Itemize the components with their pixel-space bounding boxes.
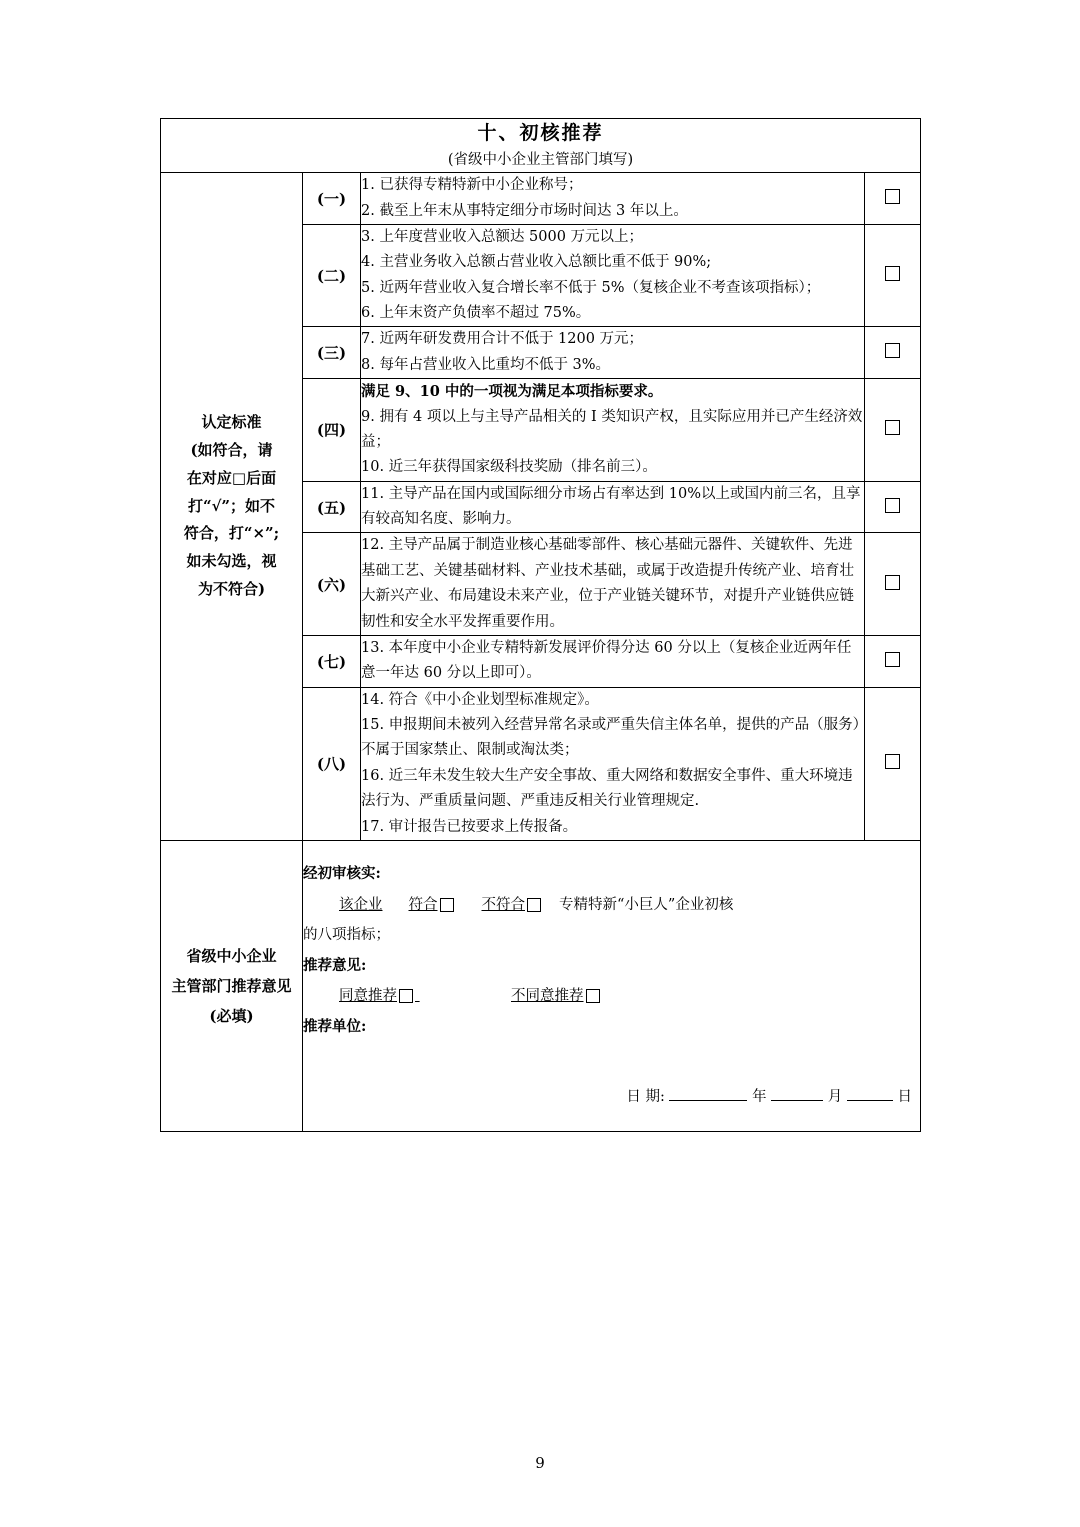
recommendation-row (161, 840, 921, 1131)
criteria-item: 11. 主导产品在国内或国际细分市场占有率达到 10%以上或国内前三名，且享有较高知名度、影响力。 (361, 485, 861, 528)
criteria-label-cell (161, 173, 303, 841)
criteria-label-line: (如符合，请 (190, 441, 273, 460)
checkbox-icon[interactable] (586, 989, 600, 1003)
criteria-group-number: (二) (303, 224, 361, 327)
criteria-item: 9. 拥有 4 项以上与主导产品相关的 I 类知识产权，且实际应用并已产生经济效益； (361, 408, 863, 450)
recommend-heading: 推荐意见: (303, 956, 367, 974)
criteria-item: 8. 每年占营业收入比重均不低于 3%。 (361, 356, 611, 373)
verify-line-suffix: 专精特新“小巨人”企业初核 (559, 896, 734, 913)
date-day-input[interactable] (847, 1086, 893, 1101)
date-month-input[interactable] (771, 1086, 823, 1101)
checkbox-icon[interactable] (527, 898, 541, 912)
criteria-group-number: (五) (303, 481, 361, 533)
criteria-item: 10. 近三年获得国家级科技奖励（排名前三）。 (361, 459, 657, 476)
criteria-item: 12. 主导产品属于制造业核心基础零部件、核心基础元器件、关键软件、先进基础工艺、关键基础材料、产业技术基础，或属于改造提升传统产业、培育壮大新兴产业、布局建设未来产业，位于产业链关键环节，对提升产业链供应链韧性和安全水平发挥重要作用。 (361, 537, 854, 630)
checkbox-icon[interactable] (885, 420, 900, 435)
criteria-label-line: 认定标准 (201, 413, 262, 432)
criteria-label-line: 在对应□后面 (186, 468, 277, 487)
date-line (303, 1082, 920, 1112)
criteria-item-note: 满足 9、10 中的一项视为满足本项指标要求。 (361, 383, 663, 401)
criteria-item: 3. 上年度营业收入总额达 5000 万元以上； (361, 228, 644, 245)
checkbox-icon[interactable] (885, 652, 900, 667)
criteria-group-number: (一) (303, 173, 361, 225)
recommend-option-agree: 同意推荐 (339, 988, 397, 1005)
recommendation-label-line: (必填) (209, 1006, 254, 1025)
criteria-item: 17. 审计报告已按要求上传报备。 (361, 818, 578, 835)
verify-option-conform: 符合 (408, 896, 438, 913)
criteria-group-text (361, 687, 865, 840)
criteria-item: 4. 主营业务收入总额占营业收入总额比重不低于 90%; (361, 254, 712, 271)
form-title-cell (161, 119, 921, 173)
verify-option-nonconform: 不符合 (481, 896, 525, 913)
verify-company-label: 该企业 (339, 896, 383, 913)
recommendation-label-cell (161, 840, 303, 1131)
criteria-group-text (361, 533, 865, 636)
criteria-group-number: (四) (303, 379, 361, 482)
criteria-label-line: 打“√”；如不 (187, 496, 276, 515)
criteria-item: 13. 本年度中小企业专精特新发展评价得分达 60 分以上（复核企业近两年任意一年达 60 分以上即可）。 (361, 639, 852, 682)
recommend-unit-heading: 推荐单位: (303, 1017, 367, 1035)
recommendation-label-line: 主管部门推荐意见 (171, 976, 292, 995)
date-year-label: 年 (752, 1088, 767, 1105)
page-subtitle: (省级中小企业主管部门填写) (447, 151, 634, 168)
page-number: 9 (535, 1454, 545, 1472)
recommend-options (303, 981, 920, 1011)
checkbox-icon[interactable] (440, 898, 454, 912)
date-month-label: 月 (827, 1088, 843, 1105)
criteria-group-text (361, 173, 865, 225)
form-title-row (161, 119, 921, 173)
criteria-group-number: (六) (303, 533, 361, 636)
criteria-group-number: (七) (303, 635, 361, 687)
verify-line (303, 890, 920, 920)
criteria-group-text (361, 224, 865, 327)
checkbox-icon[interactable] (399, 989, 413, 1003)
criteria-label-line: 为不符合) (197, 579, 266, 598)
criteria-item: 1. 已获得专精特新中小企业称号； (361, 177, 583, 194)
criteria-group-number: (三) (303, 327, 361, 379)
checkbox-icon[interactable] (885, 498, 900, 513)
criteria-checkbox-cell[interactable] (865, 687, 921, 840)
review-recommendation-form (160, 118, 921, 1132)
criteria-item: 6. 上年末资产负债率不超过 75%。 (361, 305, 591, 322)
criteria-label-line: 如未勾选，视 (186, 552, 277, 571)
criteria-item: 16. 近三年未发生较大生产安全事故、重大网络和数据安全事件、重大环境违法行为、严重质量问题、严重违反相关行业管理规定. (361, 767, 853, 810)
criteria-group-number: (八) (303, 687, 361, 840)
criteria-group-text (361, 635, 865, 687)
recommendation-label-line: 省级中小企业 (186, 946, 277, 965)
criteria-group-text (361, 327, 865, 379)
criteria-checkbox-cell[interactable] (865, 173, 921, 225)
page-title: 十、初核推荐 (477, 122, 604, 144)
checkbox-icon[interactable] (885, 343, 900, 358)
recommend-option-disagree: 不同意推荐 (511, 988, 584, 1005)
checkbox-icon[interactable] (885, 189, 900, 204)
criteria-checkbox-cell[interactable] (865, 533, 921, 636)
criteria-item: 15. 申报期间未被列入经营异常名录或严重失信主体名单，提供的产品（服务）不属于国家禁止、限制或淘汰类； (361, 717, 860, 759)
criteria-group-text (361, 379, 865, 482)
criteria-checkbox-cell[interactable] (865, 635, 921, 687)
criteria-checkbox-cell[interactable] (865, 327, 921, 379)
date-year-input[interactable] (669, 1086, 747, 1101)
checkbox-icon[interactable] (885, 266, 900, 281)
criteria-label-line: 符合，打“×”; (183, 524, 280, 543)
criteria-item: 5. 近两年营业收入复合增长率不低于 5%（复核企业不考查该项指标）； (361, 279, 821, 296)
recommendation-body-cell (303, 840, 921, 1131)
checkbox-icon[interactable] (885, 754, 900, 769)
criteria-item: 14. 符合《中小企业划型标准规定》。 (361, 691, 599, 708)
criteria-checkbox-cell[interactable] (865, 224, 921, 327)
date-day-label: 日 (897, 1088, 913, 1105)
criteria-item: 7. 近两年研发费用合计不低于 1200 万元； (361, 331, 644, 348)
date-label: 日 期: (626, 1088, 665, 1105)
verify-heading: 经初审核实: (303, 865, 381, 883)
criteria-checkbox-cell[interactable] (865, 481, 921, 533)
criteria-item: 2. 截至上年末从事特定细分市场时间达 3 年以上。 (361, 202, 688, 219)
table-row (161, 173, 921, 225)
criteria-group-text (361, 481, 865, 533)
criteria-checkbox-cell[interactable] (865, 379, 921, 482)
checkbox-icon[interactable] (885, 575, 900, 590)
verify-line-2: 的八项指标； (303, 927, 390, 944)
